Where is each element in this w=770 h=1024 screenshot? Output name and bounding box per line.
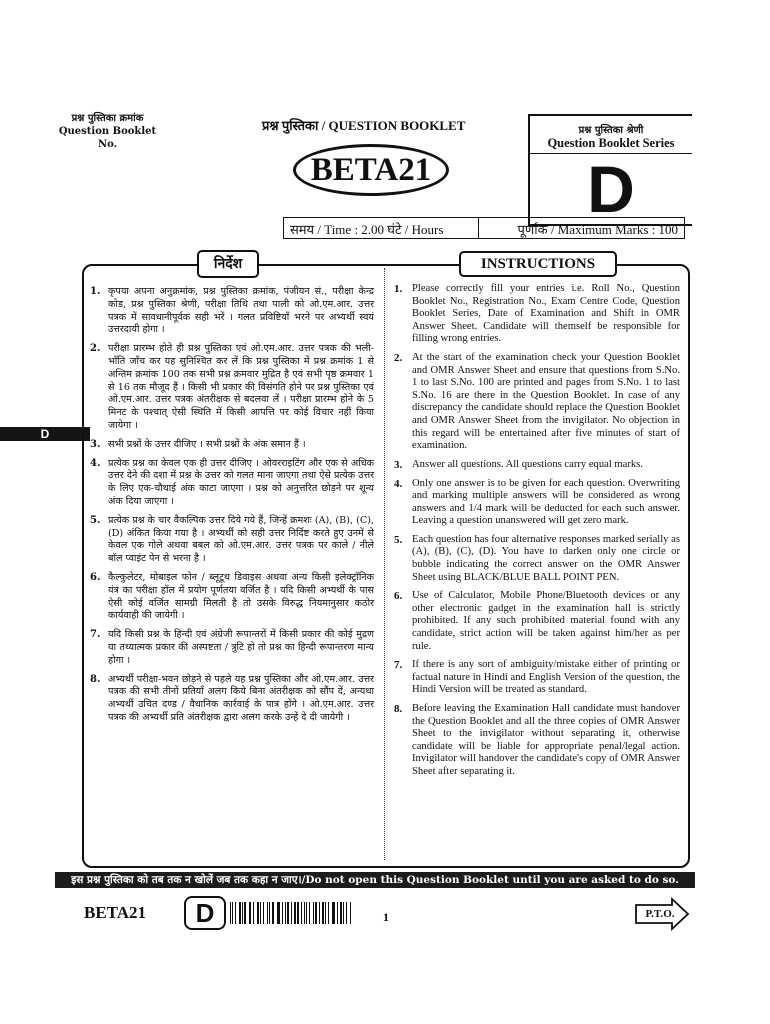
hindi-instruction-item bbox=[90, 515, 374, 566]
hindi-instruction-item bbox=[90, 439, 374, 452]
time-marks-bar bbox=[283, 217, 685, 239]
item-text: परीक्षा प्रारम्भ होते ही प्रश्न पुस्तिका एवं ओ.एम.आर. उत्तर पत्रक की भली-भाँति जाँच कर यह सुनिश्चित कर लें कि प्रश्न पुस्तिका में प्रश्न क्रमांक 1 से अन्तिम क्रमांक 100 तक सभी प्रश्न क्रमवार मुद्रित है एवं सभी पृष्ठ क्रमवार 1 से 16 तक मौजूद हैं । किसी भी प्रकार की विसंगति होने पर प्रश्न पुस्तिका एवं ओ.एम.आर. उत्तर पत्रक अंतरीक्षक से बदलवा लें । परीक्षा प्रारम्भ होने के 5 मिनट के पश्चात् ऐसी स्थिति में किसी आपत्ति पर कोई विचार नहीं किया जायेगा । bbox=[108, 343, 374, 431]
barcode-bar bbox=[294, 902, 296, 924]
hindi-instructions-heading: निर्देश bbox=[197, 250, 259, 278]
english-instruction-item bbox=[394, 534, 680, 584]
do-not-open-warning: इस प्रश्न पुस्तिका को तब तक न खोलें जब तक कहा न जाए।/Do not open this Question Booklet until you are asked to do so. bbox=[55, 872, 695, 888]
barcode-bar bbox=[297, 902, 298, 924]
booklet-number-label-en: Question Booklet No. bbox=[58, 126, 157, 150]
max-marks-label: पूर्णांक / Maximum Marks : 100 bbox=[517, 222, 678, 237]
item-text: Use of Calculator, Mobile Phone/Bluetooth devices or any other electronic gadget in the examination hall is strictly prohibited. If any such prohibited material found with any candidate, strict action will be taken against him/her as per rule. bbox=[412, 590, 680, 652]
english-instruction-item bbox=[394, 352, 680, 453]
item-text: प्रत्येक प्रश्न के चार वैकल्पिक उत्तर दिये गये हैं, जिन्हें क्रमशः (A), (B), (C), (D) अंकित किया गया है । अभ्यर्थी को सही उत्तर निर्दिष्ट करते हुए उनमें से केवल एक गोले अथवा बबल को ओ.एम.आर. उत्तर पत्रक पर काले / नीले बाॅल प्वाइंट पेन से भरना है । bbox=[108, 514, 374, 565]
barcode-bar bbox=[267, 902, 268, 924]
footer-series-letter: D bbox=[184, 896, 226, 930]
series-letter: D bbox=[587, 152, 635, 226]
hindi-instruction-item bbox=[90, 286, 374, 337]
barcode-bar bbox=[285, 902, 286, 924]
barcode-bar bbox=[269, 902, 270, 924]
column-divider bbox=[384, 268, 385, 860]
barcode-bar bbox=[301, 902, 302, 924]
item-number: 7. bbox=[394, 659, 403, 672]
item-text: कृपया अपना अनुक्रमांक, प्रश्न पुस्तिका क्रमांक, पंजीयन सं., परीक्षा केन्द्र कोड, प्रश्न पुस्तिका श्रेणी, परीक्षा तिथि तथा पाली को ओ.एम.आर. उत्तर पत्रक में सावधानीपूर्वक सही भरें । गलत प्रविष्टियाँ भरने पर अभ्यर्थी स्वयं उत्तरदायी होगा । bbox=[108, 286, 374, 336]
barcode-bar bbox=[332, 902, 333, 924]
item-text: सभी प्रश्नों के उत्तर दीजिए । सभी प्रश्नों के अंक समान हैं । bbox=[108, 438, 306, 450]
barcode-bar bbox=[325, 902, 326, 924]
barcode-bar bbox=[346, 902, 347, 924]
barcode-bar bbox=[350, 902, 351, 924]
series-side-tab: D bbox=[0, 427, 90, 441]
time-label: समय / Time : 2.00 घंटे / Hours bbox=[284, 218, 479, 238]
barcode-bar bbox=[309, 902, 310, 924]
barcode-bar bbox=[239, 902, 241, 924]
barcode-bar bbox=[282, 902, 283, 924]
hindi-instruction-item bbox=[90, 458, 374, 509]
barcode-bar bbox=[315, 902, 317, 924]
item-text: Answer all questions. All questions carry equal marks. bbox=[412, 458, 643, 470]
pto-label: P.T.O. bbox=[645, 908, 675, 920]
barcode-bar bbox=[328, 902, 329, 924]
barcode-bar bbox=[277, 902, 278, 924]
barcode-bar bbox=[278, 902, 279, 924]
english-instructions-heading: INSTRUCTIONS bbox=[459, 251, 617, 277]
english-instruction-item bbox=[394, 703, 680, 779]
item-number: 4. bbox=[394, 477, 403, 490]
barcode-bar bbox=[235, 902, 236, 924]
item-text: Each question has four alternative responses marked serially as (A), (B), (C), (D). You have to darken only one circle or bubble indicating the correct answer on the OMR Answer Sheet using BLACK/BLUE BALL POINT PEN. bbox=[412, 533, 680, 583]
barcode-bar bbox=[244, 902, 245, 924]
item-number: 7. bbox=[90, 629, 101, 641]
barcode-bar bbox=[263, 902, 264, 924]
item-number: 8. bbox=[394, 703, 403, 716]
barcode-bar bbox=[319, 902, 320, 924]
item-text: Please correctly fill your entries i.e. Roll No., Question Booklet No., Registration No., Exam Centre Code, Question Booklet Series, Date of Examination and Shift in OMR Answer Sheet. Candidate will themself be responsible for filling wrong entries. bbox=[412, 283, 680, 345]
booklet-number-label bbox=[55, 112, 160, 151]
item-text: कैल्कुलेटर, मोबाइल फोन / ब्लूटूथ डिवाइस अथवा अन्य किसी इलेक्ट्रॉनिक यंत्र का परीक्षा हॉल में प्रयोग पूर्णतया वर्जित है । यदि किसी अभ्यर्थी के पास ऐसी कोई वर्जित सामग्री मिलती है तो उसके विरुद्ध नियमानुसार कठोर कार्यवाही की जायेगी । bbox=[108, 571, 374, 622]
item-number: 8. bbox=[90, 673, 101, 685]
barcode-bar bbox=[287, 902, 288, 924]
barcode-bar bbox=[253, 902, 254, 924]
item-number: 3. bbox=[394, 458, 403, 471]
barcode-bar bbox=[249, 902, 250, 924]
item-text: यदि किसी प्रश्न के हिन्दी एवं अंग्रेजी रूपान्तरों में किसी प्रकार की कोई मुद्रण या तथ्यात्मक प्रकार की अस्पष्टता / त्रुटि हो तो प्रश्न का हिन्दी रूपान्तरण मान्य होगा । bbox=[108, 629, 374, 666]
series-label-en: Question Booklet Series bbox=[530, 136, 692, 154]
item-number: 5. bbox=[90, 514, 101, 526]
barcode-bar bbox=[250, 902, 251, 924]
item-number: 6. bbox=[90, 571, 101, 583]
item-number: 1. bbox=[394, 283, 403, 295]
booklet-title: प्रश्न पुस्तिका / QUESTION BOOKLET bbox=[262, 118, 466, 133]
item-number: 5. bbox=[394, 533, 403, 546]
item-number: 2. bbox=[90, 343, 101, 355]
english-instruction-item bbox=[394, 659, 680, 697]
booklet-number-label-hi: प्रश्न पुस्तिका क्रमांक bbox=[71, 113, 144, 124]
hindi-instruction-item bbox=[90, 629, 374, 667]
english-instruction-item bbox=[394, 283, 680, 346]
english-instructions-list bbox=[394, 283, 680, 785]
barcode-bar bbox=[313, 902, 314, 924]
barcode-bar bbox=[343, 902, 344, 924]
barcode-bar bbox=[230, 902, 231, 924]
item-number: 6. bbox=[394, 590, 403, 603]
barcode-bar bbox=[337, 902, 338, 924]
item-text: If there is any sort of ambiguity/mistake either of printing or factual nature in Hindi and English Version of the question, the Hindi Version will be treated as standard. bbox=[412, 659, 680, 696]
barcode-bar bbox=[291, 902, 292, 924]
barcode-bar bbox=[232, 902, 233, 924]
hindi-instruction-item bbox=[90, 343, 374, 433]
barcode-bar bbox=[304, 902, 305, 924]
item-number: 4. bbox=[90, 457, 101, 469]
item-number: 2. bbox=[394, 351, 403, 364]
item-text: At the start of the examination check your Question Booklet and OMR Answer Sheet and ensure that questions from S.No. 1 to last S.No. 100 are printed and pages from S.No. 1 to last S.No. 16 are there in the Question Booklet. In case of any discrepancy the candidate should replace the Question Booklet and OMR Answer Sheet from the invigilator. No objection in this regard will be entertained after five minutes of start of examination. bbox=[412, 351, 680, 452]
barcode-bar bbox=[306, 902, 307, 924]
page-number: 1 bbox=[383, 910, 389, 924]
item-text: Only one answer is to be given for each question. Overwriting and marking multiple answers will be considered as wrong answers and 1/4 mark will be deducted for each such answer. Leaving a question unanswered will get zero mark. bbox=[412, 477, 680, 527]
barcode-bar bbox=[322, 902, 323, 924]
english-instruction-item bbox=[394, 478, 680, 528]
booklet-code-oval: BETA21 bbox=[293, 144, 449, 196]
item-text: प्रत्येक प्रश्न का केवल एक ही उत्तर दीजिए । ओवरराइटिंग और एक से अधिक उत्तर देने की दशा में प्रश्न के उत्तर को गलत माना जाएगा तथा ऐसे प्रत्येक उत्तर के लिए एक-चौथाई अंक काटा जाएगा । प्रश्न को अनुत्तरित छोड़ने पर शून्य अंक दिया जाएगा । bbox=[108, 457, 374, 507]
barcode bbox=[230, 902, 352, 924]
item-text: Before leaving the Examination Hall candidate must handover the Question Booklet and all the three copies of OMR Answer Sheet to the invigilator without separating it, otherwise candidate will be liable for appropriate penal/legal action. Invigilator will handover the candidate's copy of OMR Answer Sheet after separating it. bbox=[412, 703, 680, 777]
footer-booklet-code: BETA21 bbox=[84, 903, 147, 922]
series-box bbox=[528, 114, 692, 226]
barcode-bar bbox=[257, 902, 259, 924]
english-instruction-item bbox=[394, 590, 680, 653]
hindi-instruction-item bbox=[90, 572, 374, 623]
hindi-instruction-item bbox=[90, 674, 374, 725]
barcode-bar bbox=[340, 902, 342, 924]
item-text: अभ्यर्थी परीक्षा-भवन छोड़ने से पहले यह प्रश्न पुस्तिका और ओ.एम.आर. उत्तर पत्रक की सभी तीनों प्रतियाँ अलग किये बिना अंतरीक्षक को सौंप दें, अन्यथा अभ्यर्थी उचित दण्ड / वैधानिक कार्रवाई के पात्र होंगे । ओ.एम.आर. उत्तर पत्रक की अभ्यर्थी प्रति अंतरीक्षक द्वारा अलग करके उन्हें दे दी जायेगी । bbox=[108, 673, 374, 723]
series-label-hi: प्रश्न पुस्तिका श्रेणी bbox=[578, 125, 644, 136]
barcode-bar bbox=[260, 902, 261, 924]
english-instruction-item bbox=[394, 459, 680, 472]
barcode-bar bbox=[333, 902, 334, 924]
barcode-bar bbox=[242, 902, 243, 924]
hindi-instructions-list bbox=[90, 286, 374, 731]
item-number: 1. bbox=[90, 286, 101, 297]
item-number: 3. bbox=[90, 438, 101, 450]
barcode-bar bbox=[272, 902, 274, 924]
